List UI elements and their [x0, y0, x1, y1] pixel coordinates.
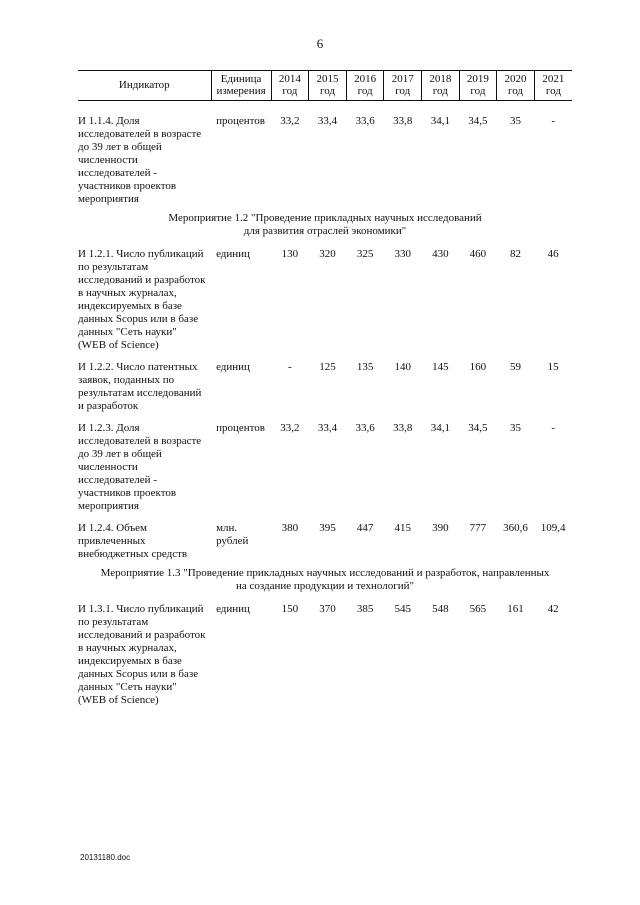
value-cell: 125: [319, 361, 336, 373]
value-cell: 380: [281, 522, 299, 534]
value-cell: -: [551, 115, 555, 127]
table-row: [78, 522, 572, 561]
value-cell: 135: [356, 361, 374, 373]
section-title: Мероприятие 1.3 "Проведение прикладных научных исследований и разработок, направленных на создание продукции и технологий": [100, 567, 550, 592]
value-cell: 42: [547, 603, 559, 615]
value-cell: 35: [510, 422, 522, 434]
value-cell: 33,2: [280, 115, 300, 127]
value-cell: 82: [510, 248, 522, 260]
indicator-cell: И 1.3.1. Число публикаций по результатам исследований и разработок в научных журналах, индексируемых в базе данных Scopus или в базе данных "Сеть науки" (WEB of Science): [78, 603, 206, 706]
value-cell: 34,1: [430, 422, 450, 434]
section-row: [78, 561, 572, 603]
value-cell: 325: [356, 248, 374, 260]
header-year: 2014 год: [271, 71, 309, 101]
value-cell: 130: [281, 248, 299, 260]
value-cell: 370: [319, 603, 336, 615]
table-row: [78, 248, 572, 352]
header-year: 2015 год: [309, 71, 347, 101]
value-cell: 59: [510, 361, 522, 373]
value-cell: 33,2: [280, 422, 300, 434]
indicators-table: [78, 70, 572, 707]
unit-cell: процентов: [216, 115, 265, 127]
indicator-cell: И 1.2.3. Доля исследователей в возрасте до 39 лет в общей численности исследователей - участников проектов мероприятия: [78, 422, 202, 512]
value-cell: 109,4: [540, 522, 566, 534]
value-cell: -: [551, 422, 555, 434]
value-cell: 385: [356, 603, 374, 615]
value-cell: 145: [432, 361, 449, 373]
section-row: [78, 206, 572, 248]
value-cell: 320: [319, 248, 336, 260]
value-cell: 140: [394, 361, 411, 373]
value-cell: 548: [432, 603, 449, 615]
value-cell: 33,4: [317, 115, 338, 127]
value-cell: 33,6: [355, 422, 375, 434]
value-cell: 34,5: [468, 422, 488, 434]
value-cell: 390: [432, 522, 449, 534]
page-number: 6: [316, 36, 324, 51]
value-cell: 33,8: [393, 115, 413, 127]
header-year: 2019 год: [459, 71, 497, 101]
value-cell: 395: [319, 522, 336, 534]
table-row: [78, 422, 572, 513]
unit-cell: процентов: [216, 422, 265, 434]
header-unit: Единица измерения: [211, 71, 271, 101]
value-cell: 33,4: [317, 422, 338, 434]
unit-cell: единиц: [216, 603, 250, 615]
value-cell: 330: [394, 248, 411, 260]
header-indicator: Индикатор: [78, 71, 211, 101]
value-cell: 150: [281, 603, 299, 615]
value-cell: 447: [356, 522, 374, 534]
value-cell: 15: [547, 361, 559, 373]
header-year: 2021 год: [534, 71, 572, 101]
section-title: Мероприятие 1.2 "Проведение прикладных научных исследований для развития отраслей экономики": [168, 212, 482, 237]
value-cell: 35: [510, 115, 522, 127]
table-row: [78, 361, 572, 413]
value-cell: -: [288, 361, 292, 373]
table-header-row: [78, 71, 572, 101]
header-year: 2016 год: [346, 71, 384, 101]
value-cell: 34,5: [468, 115, 488, 127]
value-cell: 415: [394, 522, 411, 534]
table-row: [78, 603, 572, 707]
table-row: [78, 115, 572, 206]
indicator-cell: И 1.1.4. Доля исследователей в возрасте до 39 лет в общей численности исследователей - участников проектов мероприятия: [78, 115, 202, 205]
unit-cell: единиц: [216, 361, 250, 373]
indicator-cell: И 1.2.2. Число патентных заявок, поданных по результатам исследований и разработок: [78, 361, 202, 412]
header-year: 2020 год: [497, 71, 535, 101]
value-cell: 360,6: [503, 522, 528, 534]
unit-cell: единиц: [216, 248, 250, 260]
value-cell: 160: [469, 361, 487, 373]
value-cell: 777: [469, 522, 487, 534]
header-year: 2017 год: [384, 71, 422, 101]
footer-filename: 20131180.doc: [80, 853, 131, 862]
value-cell: 460: [469, 248, 487, 260]
indicator-cell: И 1.2.4. Объем привлеченных внебюджетных средств: [78, 522, 188, 560]
value-cell: 34,1: [430, 115, 450, 127]
unit-cell: млн. рублей: [216, 522, 249, 547]
header-year: 2018 год: [422, 71, 460, 101]
value-cell: 46: [547, 248, 559, 260]
value-cell: 430: [432, 248, 449, 260]
value-cell: 33,6: [355, 115, 375, 127]
value-cell: 33,8: [393, 422, 413, 434]
value-cell: 565: [469, 603, 487, 615]
value-cell: 545: [394, 603, 411, 615]
value-cell: 161: [507, 603, 524, 615]
indicator-cell: И 1.2.1. Число публикаций по результатам исследований и разработок в научных журналах, индексируемых в базе данных Scopus или в базе данных "Сеть науки" (WEB of Science): [78, 248, 206, 351]
